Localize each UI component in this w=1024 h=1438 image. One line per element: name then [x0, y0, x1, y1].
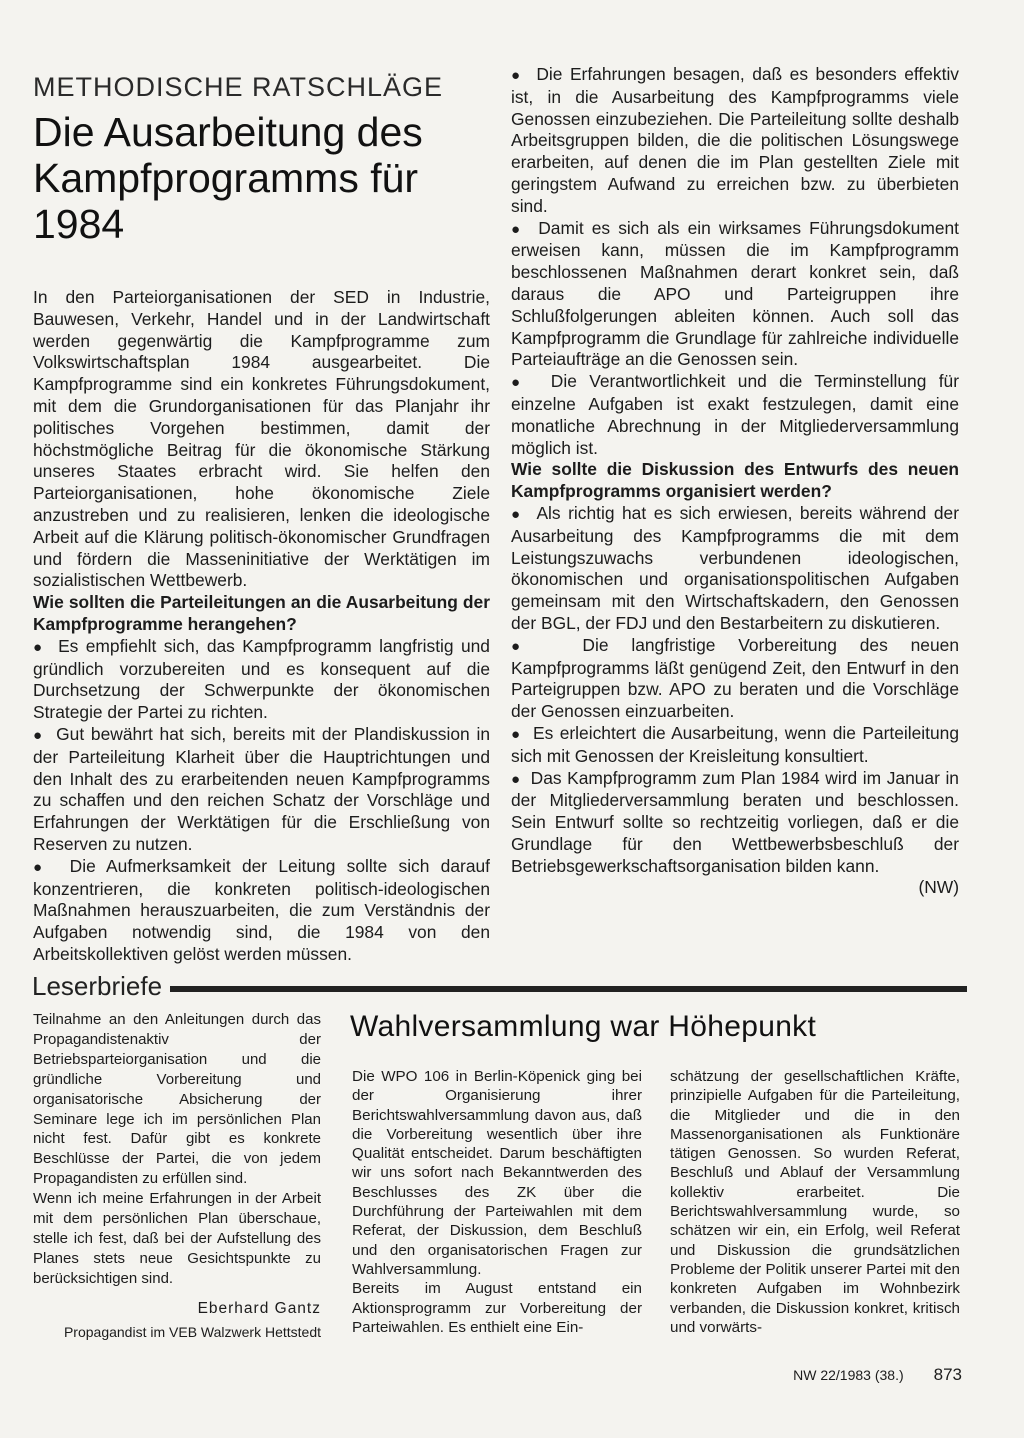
letters-section-title: Leserbriefe	[32, 971, 163, 1001]
bullet-paragraph: ● Es empfiehlt sich, das Kampfprogramm langfristig und gründlich vorzubereiten und es konsequent auf die Durchsetzung der Schwerpunkte der ökonomischen Strategie der Partei zu richten.	[33, 636, 490, 724]
bullet-paragraph: ● Es erleichtert die Ausarbeitung, wenn die Parteileitung sich mit Genossen der Kreisleitung konsultiert.	[511, 723, 959, 768]
section-kicker: METHODISCHE RATSCHLÄGE	[33, 72, 444, 102]
bullet-paragraph: ● Die Aufmerksamkeit der Leitung sollte sich darauf konzentrieren, die konkreten politisch-ideologischen Maßnahmen herauszuarbeiten, die zum Verständnis der Aufgaben notwendig sind, die 1984 von den Arbeitskollektiven gelöst werden müssen.	[33, 856, 490, 966]
issue-number: NW 22/1983 (38.)	[793, 1367, 904, 1383]
question-heading: Wie sollte die Diskussion des Entwurfs des neuen Kampfprogramms organisiert werden?	[511, 459, 959, 502]
signature-row	[511, 877, 959, 899]
letter-paragraph: Wenn ich meine Erfahrungen in der Arbeit mit dem persönlichen Plan überschaue, stelle ich fest, daß bei der Aufstellung des Planes stets neue Gesichtspunkte zu berücksichtigen sind.	[33, 1190, 321, 1287]
article-intro: In den Parteiorganisationen der SED in Industrie, Bauwesen, Verkehr, Handel und in der Landwirtschaft werden gegenwärtig die Kampfprogramme zum Volkswirtschaftsplan 1984 ausgearbeitet. Die Kampfprogramme sind ein konkretes Führungsdokument, mit dem die Grundorganisationen für das Planjahr ihr politisches Vorgehen bestimmen, damit der höchstmögliche Beitrag für die ökonomische Stärkung unseres Staates erbracht wird. Sie helfen den Parteiorganisationen, hohe ökonomische Ziele anzustreben und zu realisieren, lenken die ideologische Arbeit auf die Klärung politisch-ökonomischer Grundfragen und fördern die Masseninitiative der Werktätigen im sozialistischen Wettbewerb.	[33, 287, 490, 591]
bullet-paragraph: ● Damit es sich als ein wirksames Führungsdokument erweisen kann, müssen die im Kampfprogramm beschlossenen Maßnahmen derart konkret sein, daß daraus die APO und Parteigruppen ihre Schlußfolgerungen ableiten können. Auch soll das Kampfprogramm die Grundlage für zahlreiche individuelle Parteiaufträge an die Genossen sein.	[511, 218, 959, 372]
letter-paragraph: schätzung der gesellschaftlichen Kräfte, prinzipielle Aufgaben für die Parteileitung, die Mitglieder und die in den Massenorganisationen als Funktionäre tätigen Genossen. So wurden Referat, Beschluß und Ablauf der Versammlung kollektiv erarbeitet. Die Berichtswahlversammlung wurde, so schätzen wir ein, ein Erfolg, weil Referat und Diskussion die grundsätzlichen Probleme der Politik unserer Partei mit den konkreten Aufgaben im Wohnbezirk verbanden, die Diskussion konkret, kritisch und vorwärts-	[670, 1068, 960, 1336]
article-title: Die Ausarbeitung des Kampfprogramms für 1984	[33, 109, 423, 247]
section-divider	[170, 986, 967, 992]
letters-header	[32, 958, 967, 1002]
letter-author-name: Eberhard Gantz	[197, 1299, 321, 1317]
page-number: 873	[933, 1365, 962, 1384]
bullet-paragraph: ● Die Verantwortlichkeit und die Terminstellung für einzelne Aufgaben ist exakt festzulegen, damit eine monatliche Abrechnung in der Mitgliederversammlung möglich ist.	[511, 371, 959, 459]
letter-author-role: Propagandist im VEB Walzwerk Hettstedt	[63, 1323, 321, 1340]
letter-paragraph: Teilnahme an den Anleitungen durch das Propagandistenaktiv der Betriebsparteiorganisation und die gründliche Vorbereitung und organisatorische Absicherung der Seminare lege ich im persönlichen Plan nicht fest. Dafür gibt es konkrete Beschlüsse der Partei, die von jedem Propagandisten zu erfüllen sind.	[33, 1011, 321, 1188]
letter-paragraph: Die WPO 106 in Berlin-Köpenick ging bei der Organisierung ihrer Berichtswahlversammlung davon aus, daß die Vorbereitung wesentlich über ihre Qualität entscheidet. Darum beschäftigten wir uns sofort nach Bekanntwerden des Beschlusses des ZK über die Durchführung der Parteiwahlen mit dem Referat, der Diskussion, dem Beschluß und den organisatorischen Fragen zur Wahlversammlung.	[352, 1068, 642, 1278]
bullet-paragraph: ● Gut bewährt hat sich, bereits mit der Plandiskussion in der Parteileitung Klarheit über die Hauptrichtungen und den Inhalt des zu erarbeitenden neuen Kampfprogramms zu schaffen und den reichen Schatz der Vorschläge und Erfahrungen der Werktätigen für die Erschließung von Reserven zu nutzen.	[33, 724, 490, 856]
letter-2-column-1	[352, 1067, 642, 1337]
bullet-paragraph: ● Die langfristige Vorbereitung des neuen Kampfprogramms läßt genügend Zeit, den Entwurf in den Parteigruppen bzw. APO zu beraten und die Vorschläge der Genossen einzuarbeiten.	[511, 635, 959, 723]
letter-paragraph: Bereits im August entstand ein Aktionsprogramm zur Vorbereitung der Parteiwahlen. Es enthielt eine Ein-	[352, 1280, 642, 1336]
left-column	[33, 72, 490, 966]
bullet-paragraph: ● Die Erfahrungen besagen, daß es besonders effektiv ist, in die Ausarbeitung des Kampfprogramms viele Genossen einzubeziehen. Die Parteileitung sollte deshalb Arbeitsgruppen bilden, die die politischen Lösungswege erarbeiten, auf denen die im Plan gestellten Ziele mit geringstem Aufwand zu erreichen bzw. zu überbieten sind.	[511, 64, 959, 218]
bullet-paragraph: ● Als richtig hat es sich erwiesen, bereits während der Ausarbeitung des Kampfprogramms die mit dem Leistungszuwachs verbundenen ideologischen, ökonomischen und organisationspolitischen Aufgaben gemeinsam mit den Wirtschaftskadern, den Genossen der BGL, der FDJ und den Bestarbeitern zu diskutieren.	[511, 503, 959, 635]
question-heading: Wie sollten die Parteileitungen an die Ausarbeitung der Kampfprogramme herangehen?	[33, 592, 490, 634]
article-body-left	[33, 287, 490, 966]
right-column	[511, 64, 959, 899]
bullet-paragraph: ● Das Kampfprogramm zum Plan 1984 wird im Januar in der Mitgliederversammlung beraten und beschlossen. Sein Entwurf sollte so rechtzeitig vorliegen, daß er die Grundlage für den Wettbewerbsbeschluß der Betriebsgewerkschaftsorganisation bilden kann.	[511, 768, 959, 878]
letter-2-title: Wahlversammlung war Höhepunkt	[350, 1010, 817, 1043]
letter-1	[33, 1010, 321, 1343]
page-footer	[793, 1365, 962, 1385]
letter-2-column-2	[670, 1067, 960, 1337]
article-signature: (NW)	[918, 877, 959, 898]
